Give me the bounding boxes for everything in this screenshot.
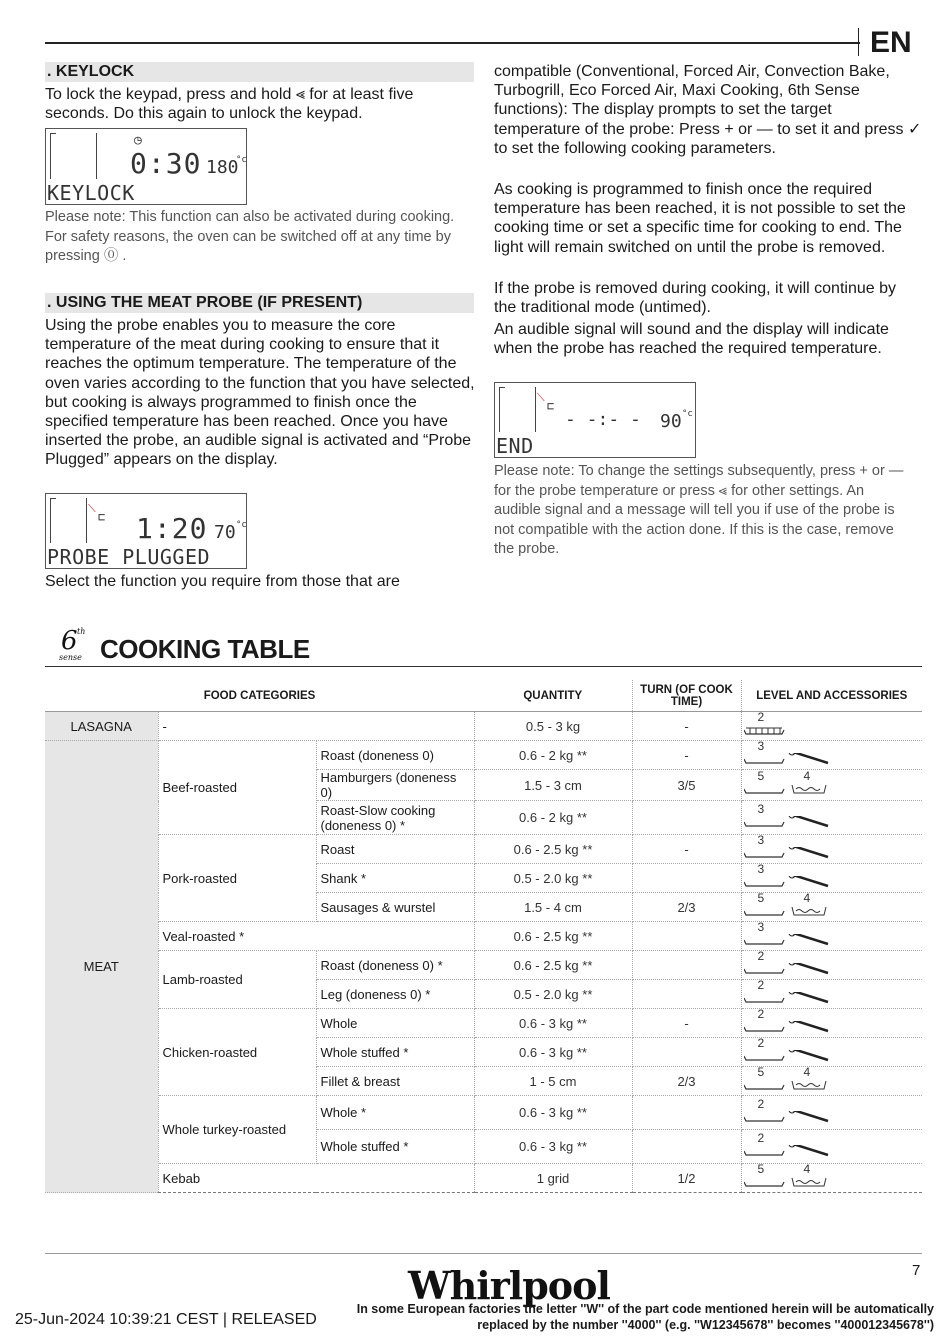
tray-with-probe-icon [744,753,844,769]
grid-and-drip-tray-icon [744,905,844,921]
clock-icon: ◷ [134,133,142,148]
header-turn: TURN (OF COOK TIME) [632,680,741,712]
tray-with-probe-icon [744,1050,844,1066]
display-message: END [496,434,534,458]
tray-with-probe-icon [744,992,844,1008]
table-row [45,712,922,741]
header-rule-tick [858,28,859,56]
table-row [45,835,922,864]
shelf-level: 5 [757,1162,765,1176]
level-accessories-cell [741,893,922,922]
probe-right-p1: compatible (Conventional, Forced Air, Convection Bake, Turbogrill, Eco Forced Air, Maxi Cooking, 6th Sense functions): The display prompts to set the target temperature of the probe: Press + or — to set it and press ✓ to set the following cooking parameters. [494,63,922,157]
food-item: Whole * [316,1096,474,1130]
probe-signal-icon: ⟍ [537,391,545,404]
shelf-level: 2 [757,1007,765,1021]
shelf-level: 5 [757,1065,765,1079]
level-accessories-cell [741,1164,922,1193]
turn-cell: 2/3 [632,1067,741,1096]
probe-right-p3: If the probe is removed during cooking, it will continue by the traditional mode (untimed). [494,280,896,317]
display-time: - -:- - [565,409,641,430]
probe-right-p4: An audible signal will sound and the display will indicate when the probe has reached the required temperature. [494,321,889,358]
display-temp: 70 [214,522,236,543]
food-item: Fillet & breast [316,1067,474,1096]
display-unit: °c [236,520,247,530]
food-item: Sausages & wurstel [316,893,474,922]
quantity-cell: 0.6 - 2.5 kg ** [474,835,632,864]
food-item: Whole [316,1009,474,1038]
food-category: LASAGNA [45,712,158,741]
shelf-level: 2 [757,710,765,724]
quantity-cell: 0.5 - 2.0 kg ** [474,980,632,1009]
shelf-level: 3 [757,920,765,934]
level-accessories-cell [741,980,922,1009]
grid-and-drip-tray-icon [744,783,844,799]
turn-cell: - [632,1009,741,1038]
shelf-level: 3 [757,862,765,876]
shelf-level-2: 4 [803,891,811,905]
svg-text:sense: sense [59,653,82,662]
table-row [45,1009,922,1038]
display-temp: 180 [206,157,239,178]
shelf-level: 3 [757,801,765,816]
probe-end-display [494,382,696,458]
quantity-cell: 0.5 - 2.0 kg ** [474,864,632,893]
turn-cell: - [632,712,741,741]
turn-cell: 2/3 [632,893,741,922]
food-item: Hamburgers (doneness 0) [316,770,474,801]
keylock-display [45,128,247,205]
probe-plugged-display [45,493,247,569]
probe-icon: ⊏ [98,510,106,524]
keylock-heading: . KEYLOCK [45,62,474,82]
quantity-cell: 0.6 - 3 kg ** [474,1130,632,1164]
display-message: PROBE PLUGGED [47,545,211,569]
level-accessories-cell [741,1067,922,1096]
header-food: FOOD CATEGORIES [45,680,474,712]
turn-cell: 1/2 [632,1164,741,1193]
probe-body: Using the probe enables you to measure the core temperature of the meat during cooking to ensure that it reaches the optimum temperature. The temperature of the oven varies according to the function that you have selected, but cooking is always programmed to finish once the specified temperature has been reached. Once you have inserted the probe, an audible signal is activated and “Probe Plugged” appears on the display. [45,317,475,469]
turn-cell [632,951,741,980]
probe-note: Please note: To change the settings subsequently, press + or — for the probe temperature or press ⪡ for other settings. An audible signal and a message will tell you if use of the probe is not compatible with the action done. If this is the case, remove the probe. [494,463,904,557]
disclaimer-line-1: In some European factories the letter ''W'' of the part code mentioned herein will be automatically [356,1302,934,1316]
part-code-disclaimer [300,1301,934,1333]
level-accessories-cell [741,864,922,893]
keylock-body: To lock the keypad, press and hold ⪡ for at least five seconds. Do this again to unlock the keypad. [45,86,414,123]
svg-text:6: 6 [61,626,78,656]
tray-with-probe-icon [744,1021,844,1037]
cooking-table [45,680,922,1193]
table-row [45,1096,922,1130]
food-subcategory: - [158,712,474,741]
tray-with-probe-icon [744,934,844,950]
quantity-cell: 0.6 - 2 kg ** [474,801,632,835]
quantity-cell: 1 grid [474,1164,632,1193]
shelf-level: 2 [757,1096,765,1111]
turn-cell [632,1038,741,1067]
shelf-level-2: 4 [803,1065,811,1079]
cooking-table-title: COOKING TABLE [100,634,310,664]
table-row [45,1164,922,1193]
turn-cell [632,922,741,951]
shelf-level: 2 [757,1036,765,1050]
shelf-level: 5 [757,891,765,905]
display-unit: °c [236,155,247,165]
shelf-level: 2 [757,1130,765,1145]
shelf-level: 3 [757,833,765,847]
svg-text:th: th [77,627,86,636]
food-subcategory: Kebab [158,1164,474,1193]
turn-cell: - [632,835,741,864]
tray-with-probe-icon [744,876,844,892]
quantity-cell: 1 - 5 cm [474,1067,632,1096]
header-level: LEVEL AND ACCESSORIES [741,680,922,712]
quantity-cell: 1.5 - 4 cm [474,893,632,922]
sixth-sense-logo [57,624,95,669]
level-accessories-cell [741,801,922,835]
level-accessories-cell [741,922,922,951]
quantity-cell: 0.5 - 3 kg [474,712,632,741]
turn-cell [632,801,741,835]
table-row [45,741,922,770]
shelf-level-2: 4 [803,769,811,783]
turn-cell [632,1130,741,1164]
food-item: Roast-Slow cooking (doneness 0) * [316,801,474,835]
food-item: Roast (doneness 0) [316,741,474,770]
food-subcategory: Chicken-roasted [158,1009,316,1096]
quantity-cell: 0.6 - 2.5 kg ** [474,951,632,980]
level-accessories-cell [741,712,922,741]
footer-rule [45,1253,922,1254]
shelf-level: 5 [757,769,765,783]
probe-icon: ⊏ [547,399,555,413]
food-subcategory: Whole turkey-roasted [158,1096,316,1164]
level-accessories-cell [741,1130,922,1164]
tray-with-probe-icon [744,1145,844,1161]
probe-heading: . USING THE MEAT PROBE (IF PRESENT) [45,293,474,313]
food-item: Roast (doneness 0) * [316,951,474,980]
quantity-cell: 1.5 - 3 cm [474,770,632,801]
level-accessories-cell [741,1096,922,1130]
language-code: EN [870,26,912,59]
food-category: MEAT [45,741,158,1193]
probe-right-p2: As cooking is programmed to finish once the required temperature has been reached, it is not possible to set the cooking time or set a specific time for cooking to end. The light will remain switched on until the probe is removed. [494,181,906,256]
turn-cell: - [632,741,741,770]
grid-and-drip-tray-icon [744,1176,844,1192]
turn-cell [632,980,741,1009]
display-temp: 90 [660,411,682,432]
tray-with-probe-icon [744,1111,844,1127]
level-accessories-cell [741,951,922,980]
quantity-cell: 0.6 - 3 kg ** [474,1038,632,1067]
header-quantity: QUANTITY [474,680,632,712]
disclaimer-line-2: replaced by the number ''4000'' (e.g. ''W12345678'' becomes ''400012345678'') [477,1318,934,1332]
food-subcategory: Veal-roasted * [158,922,474,951]
display-unit: °c [682,409,693,419]
quantity-cell: 0.6 - 3 kg ** [474,1009,632,1038]
display-message: KEYLOCK [47,181,135,205]
shelf-level-2: 4 [803,1162,811,1176]
level-accessories-cell [741,1038,922,1067]
display-time: 0:30 [130,147,202,180]
tray-with-probe-icon [744,963,844,979]
level-accessories-cell [741,770,922,801]
tray-with-probe-icon [744,816,844,832]
food-subcategory: Lamb-roasted [158,951,316,1009]
display-time: 1:20 [136,512,208,545]
turn-cell: 3/5 [632,770,741,801]
tray-with-probe-icon [744,847,844,863]
turn-cell [632,1096,741,1130]
turn-cell [632,864,741,893]
baking-tray-icon [744,724,844,740]
food-item: Shank * [316,864,474,893]
food-item: Roast [316,835,474,864]
level-accessories-cell [741,1009,922,1038]
quantity-cell: 0.6 - 2 kg ** [474,741,632,770]
quantity-cell: 0.6 - 3 kg ** [474,1096,632,1130]
food-item: Leg (doneness 0) * [316,980,474,1009]
header-rule [45,42,860,44]
food-item: Whole stuffed * [316,1038,474,1067]
grid-and-drip-tray-icon [744,1079,844,1095]
shelf-level: 3 [757,739,765,753]
quantity-cell: 0.6 - 2.5 kg ** [474,922,632,951]
cooking-table-rule [45,666,922,667]
page-number: 7 [912,1262,921,1279]
level-accessories-cell [741,835,922,864]
shelf-level: 2 [757,978,765,992]
food-item: Whole stuffed * [316,1130,474,1164]
table-row [45,922,922,951]
table-row [45,951,922,980]
level-accessories-cell [741,741,922,770]
release-stamp: 25-Jun-2024 10:39:21 CEST | RELEASED [15,1311,317,1328]
probe-select-text: Select the function you require from those that are [45,573,400,590]
food-subcategory: Beef-roasted [158,741,316,835]
keylock-note: Please note: This function can also be activated during cooking. For safety reasons, the oven can be switched off at any time by pressing ⓪ . [45,209,455,264]
shelf-level: 2 [757,949,765,963]
brand-logo: Whirlpool [408,1263,610,1308]
food-subcategory: Pork-roasted [158,835,316,922]
probe-signal-icon: ⟍ [88,502,96,515]
